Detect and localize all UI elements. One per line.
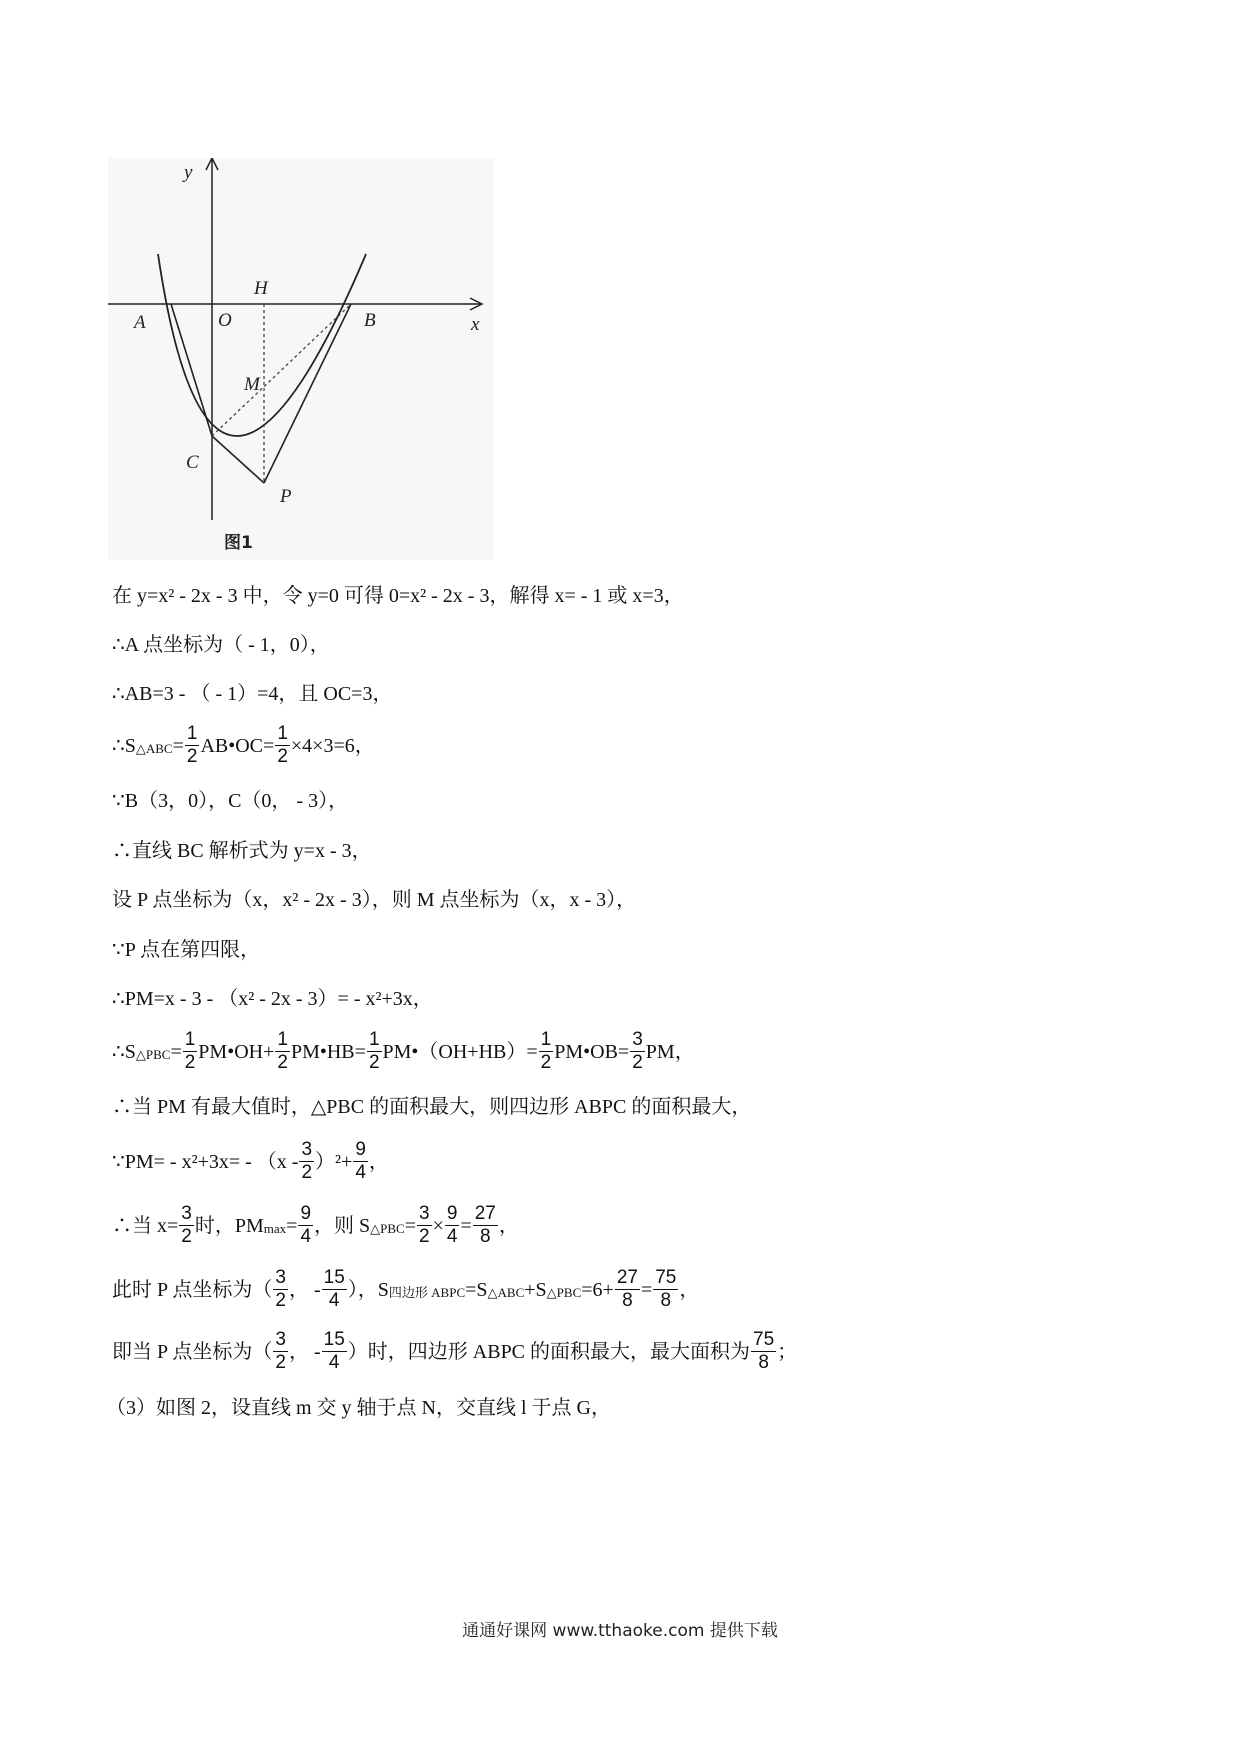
denominator: 2 [632, 1052, 643, 1073]
numerator: 1 [184, 1029, 196, 1050]
fraction [273, 1330, 288, 1373]
line-text: ，则 S [314, 1214, 371, 1237]
fraction [615, 1268, 640, 1311]
numerator: 75 [655, 1267, 677, 1288]
label-h: H [254, 278, 268, 299]
line-text: = [170, 1040, 182, 1063]
fraction [630, 1030, 645, 1073]
line-text: ∵P 点在第四限， [112, 939, 261, 961]
line-text: = [172, 734, 184, 757]
denominator: 8 [660, 1290, 672, 1311]
line-text: ）时，四边形 ABPC 的面积最大，最大面积为 [347, 1340, 751, 1363]
line-text: × [432, 1214, 444, 1237]
solution-line-13: ∴当 x= $\frac{3}{2}$ 时，PM $_{max}$ = $\frac{9}{4}$ ，则 S $_{\triangle PBC}$ = $\frac{3}{2}$ × $\frac{9}{4}$ = $\frac{27}{8}$ ， [112, 1203, 519, 1247]
line-text: ），S [347, 1278, 389, 1301]
fraction [367, 1030, 382, 1073]
numerator: 15 [323, 1267, 345, 1288]
numerator: 3 [275, 1267, 286, 1288]
denominator: 2 [186, 746, 198, 767]
denominator: 2 [277, 1052, 288, 1073]
line-text: ∴AB=3 - （ - 1）=4，且 OC=3， [112, 683, 393, 705]
fraction [653, 1268, 678, 1311]
figure-1 [108, 158, 494, 560]
line-text: PM， [645, 1040, 695, 1063]
fraction [273, 1268, 288, 1311]
solution-line-5 [112, 788, 348, 814]
fraction [322, 1268, 347, 1311]
numerator: 3 [419, 1203, 430, 1224]
solution-line-15 [112, 1330, 797, 1373]
denominator: 2 [181, 1226, 192, 1247]
line-text: =S [465, 1278, 488, 1301]
numerator: 27 [616, 1267, 638, 1288]
line-text: PM•（OH+HB）= [382, 1040, 538, 1063]
figure-background [108, 158, 494, 560]
line-text: ， [498, 1214, 519, 1237]
line-text: ∴当 x= [112, 1214, 179, 1237]
fraction [417, 1204, 432, 1247]
fraction [751, 1330, 776, 1373]
denominator: 2 [368, 1052, 380, 1073]
line-text: 在 y=x² - 2x - 3 中，令 y=0 可得 0=x² - 2x - 3，解得 x= - 1 或 x=3， [112, 585, 684, 607]
fraction [473, 1204, 498, 1247]
line-text: PM•HB= [290, 1040, 366, 1063]
line-text: 时，PM [194, 1214, 264, 1237]
fraction [322, 1330, 347, 1373]
line-text: ∴直线 BC 解析式为 y=x - 3， [112, 840, 372, 862]
line-text: PM•OB= [554, 1040, 630, 1063]
numerator: 3 [301, 1139, 313, 1160]
figure-caption: 图1 [224, 533, 253, 553]
solution-line-1 [112, 583, 684, 609]
line-text: ∵B（3，0），C（0， - 3）， [112, 790, 349, 812]
line-text: ×4×3=6， [290, 734, 375, 757]
denominator: 2 [277, 746, 288, 767]
parabola-diagram [108, 158, 494, 560]
line-text: PM•OH+ [198, 1040, 275, 1063]
line-text: （3）如图 2，设直线 m 交 y 轴于点 N，交直线 l 于点 G， [106, 1397, 611, 1419]
fraction [275, 724, 290, 767]
line-text: ， - [288, 1340, 321, 1363]
line-text: ∴S [112, 734, 136, 757]
solution-line-4: ∴S $_{\triangle ABC}$ = $\frac{1}{2}$ AB•OC= $\frac{1}{2}$ ×4×3=6， [112, 723, 375, 767]
line-text: ∴S [112, 1040, 136, 1063]
solution-line-16 [106, 1395, 611, 1421]
line-text: 此时 P 点坐标为（ [112, 1278, 273, 1301]
fraction [539, 1030, 554, 1073]
fraction [445, 1204, 460, 1247]
fraction [185, 724, 200, 767]
fraction [353, 1140, 368, 1183]
solution-line-7 [112, 887, 636, 913]
denominator: 4 [328, 1290, 340, 1311]
fraction [183, 1030, 198, 1073]
numerator: 1 [277, 723, 288, 744]
label-o: O [218, 310, 232, 331]
solution-line-12 [112, 1140, 389, 1183]
line-text: ∵PM= - x²+3x= - （x - [112, 1150, 299, 1173]
line-text: AB•OC= [200, 734, 275, 757]
line-text: =6+ [581, 1278, 614, 1301]
numerator: 1 [540, 1029, 552, 1050]
line-text: ； [777, 1340, 798, 1363]
line-text: ， - [288, 1278, 321, 1301]
numerator: 3 [275, 1329, 286, 1350]
numerator: 15 [323, 1329, 345, 1350]
denominator: 2 [184, 1052, 196, 1073]
denominator: 8 [758, 1352, 769, 1373]
label-p: P [280, 486, 292, 507]
solution-line-11 [112, 1094, 751, 1120]
line-text: ∴当 PM 有最大值时，△PBC 的面积最大，则四边形 ABPC 的面积最大， [112, 1096, 752, 1118]
solution-line-14: 此时 P 点坐标为（ $\frac{3}{2}$ ， - $\frac{15}{4}$ ），S $_{四边形 ABPC}$ =S $_{\triangle ABC}$ +S $_{\triangle PBC}$ =6+ $\frac{27}{8}$ = $\frac{75}{8}$ ， [112, 1267, 700, 1311]
numerator: 27 [474, 1203, 496, 1224]
numerator: 1 [186, 723, 198, 744]
label-m: M [244, 374, 260, 395]
numerator: 1 [368, 1029, 380, 1050]
solution-line-9 [112, 986, 433, 1012]
page-footer: 通通好课网 www.tthaoke.com 提供下载 [462, 1621, 778, 1641]
line-text: = [286, 1214, 298, 1237]
numerator: 75 [753, 1329, 775, 1350]
numerator: 3 [181, 1203, 192, 1224]
label-b: B [364, 310, 376, 331]
label-a: A [134, 312, 146, 333]
numerator: 9 [355, 1139, 366, 1160]
numerator: 9 [446, 1203, 458, 1224]
denominator: 2 [301, 1162, 313, 1183]
fraction [299, 1140, 314, 1183]
label-c: C [186, 452, 199, 473]
solution-line-6 [112, 838, 372, 864]
line-text: ）²+ [315, 1150, 353, 1173]
denominator: 8 [622, 1290, 633, 1311]
denominator: 8 [480, 1226, 491, 1247]
line-text: ∴A 点坐标为（ - 1，0）， [112, 634, 330, 656]
denominator: 2 [275, 1352, 286, 1373]
solution-line-8 [112, 937, 260, 963]
numerator: 3 [632, 1029, 643, 1050]
label-x: x [471, 314, 480, 335]
fraction [298, 1204, 313, 1247]
line-text: = [640, 1278, 653, 1301]
denominator: 4 [355, 1162, 366, 1183]
denominator: 4 [328, 1352, 340, 1373]
label-y: y [184, 162, 193, 183]
denominator: 4 [300, 1226, 312, 1247]
solution-line-10: ∴S $_{\triangle PBC}$ = $\frac{1}{2}$ PM•OH+ $\frac{1}{2}$ PM•HB= $\frac{1}{2}$ PM•（OH+HB）= $\frac{1}{2}$ PM•OB= $\frac{3}{2}$ PM， [112, 1029, 695, 1073]
line-text: ， [368, 1150, 389, 1173]
fraction [179, 1204, 194, 1247]
denominator: 2 [419, 1226, 430, 1247]
solution-line-3 [112, 681, 392, 707]
line-text: 设 P 点坐标为（x，x² - 2x - 3），则 M 点坐标为（x，x - 3）， [112, 889, 637, 911]
line-text: +S [524, 1278, 547, 1301]
line-text: = [404, 1214, 416, 1237]
numerator: 1 [277, 1029, 288, 1050]
line-text: = [460, 1214, 472, 1237]
solution-line-2 [112, 632, 330, 658]
line-text: 即当 P 点坐标为（ [112, 1340, 273, 1363]
line-text: ∴PM=x - 3 - （x² - 2x - 3）= - x²+3x， [112, 988, 433, 1010]
denominator: 2 [540, 1052, 552, 1073]
fraction [275, 1030, 290, 1073]
denominator: 2 [275, 1290, 286, 1311]
line-text: ， [679, 1278, 700, 1301]
numerator: 9 [300, 1203, 312, 1224]
denominator: 4 [446, 1226, 458, 1247]
